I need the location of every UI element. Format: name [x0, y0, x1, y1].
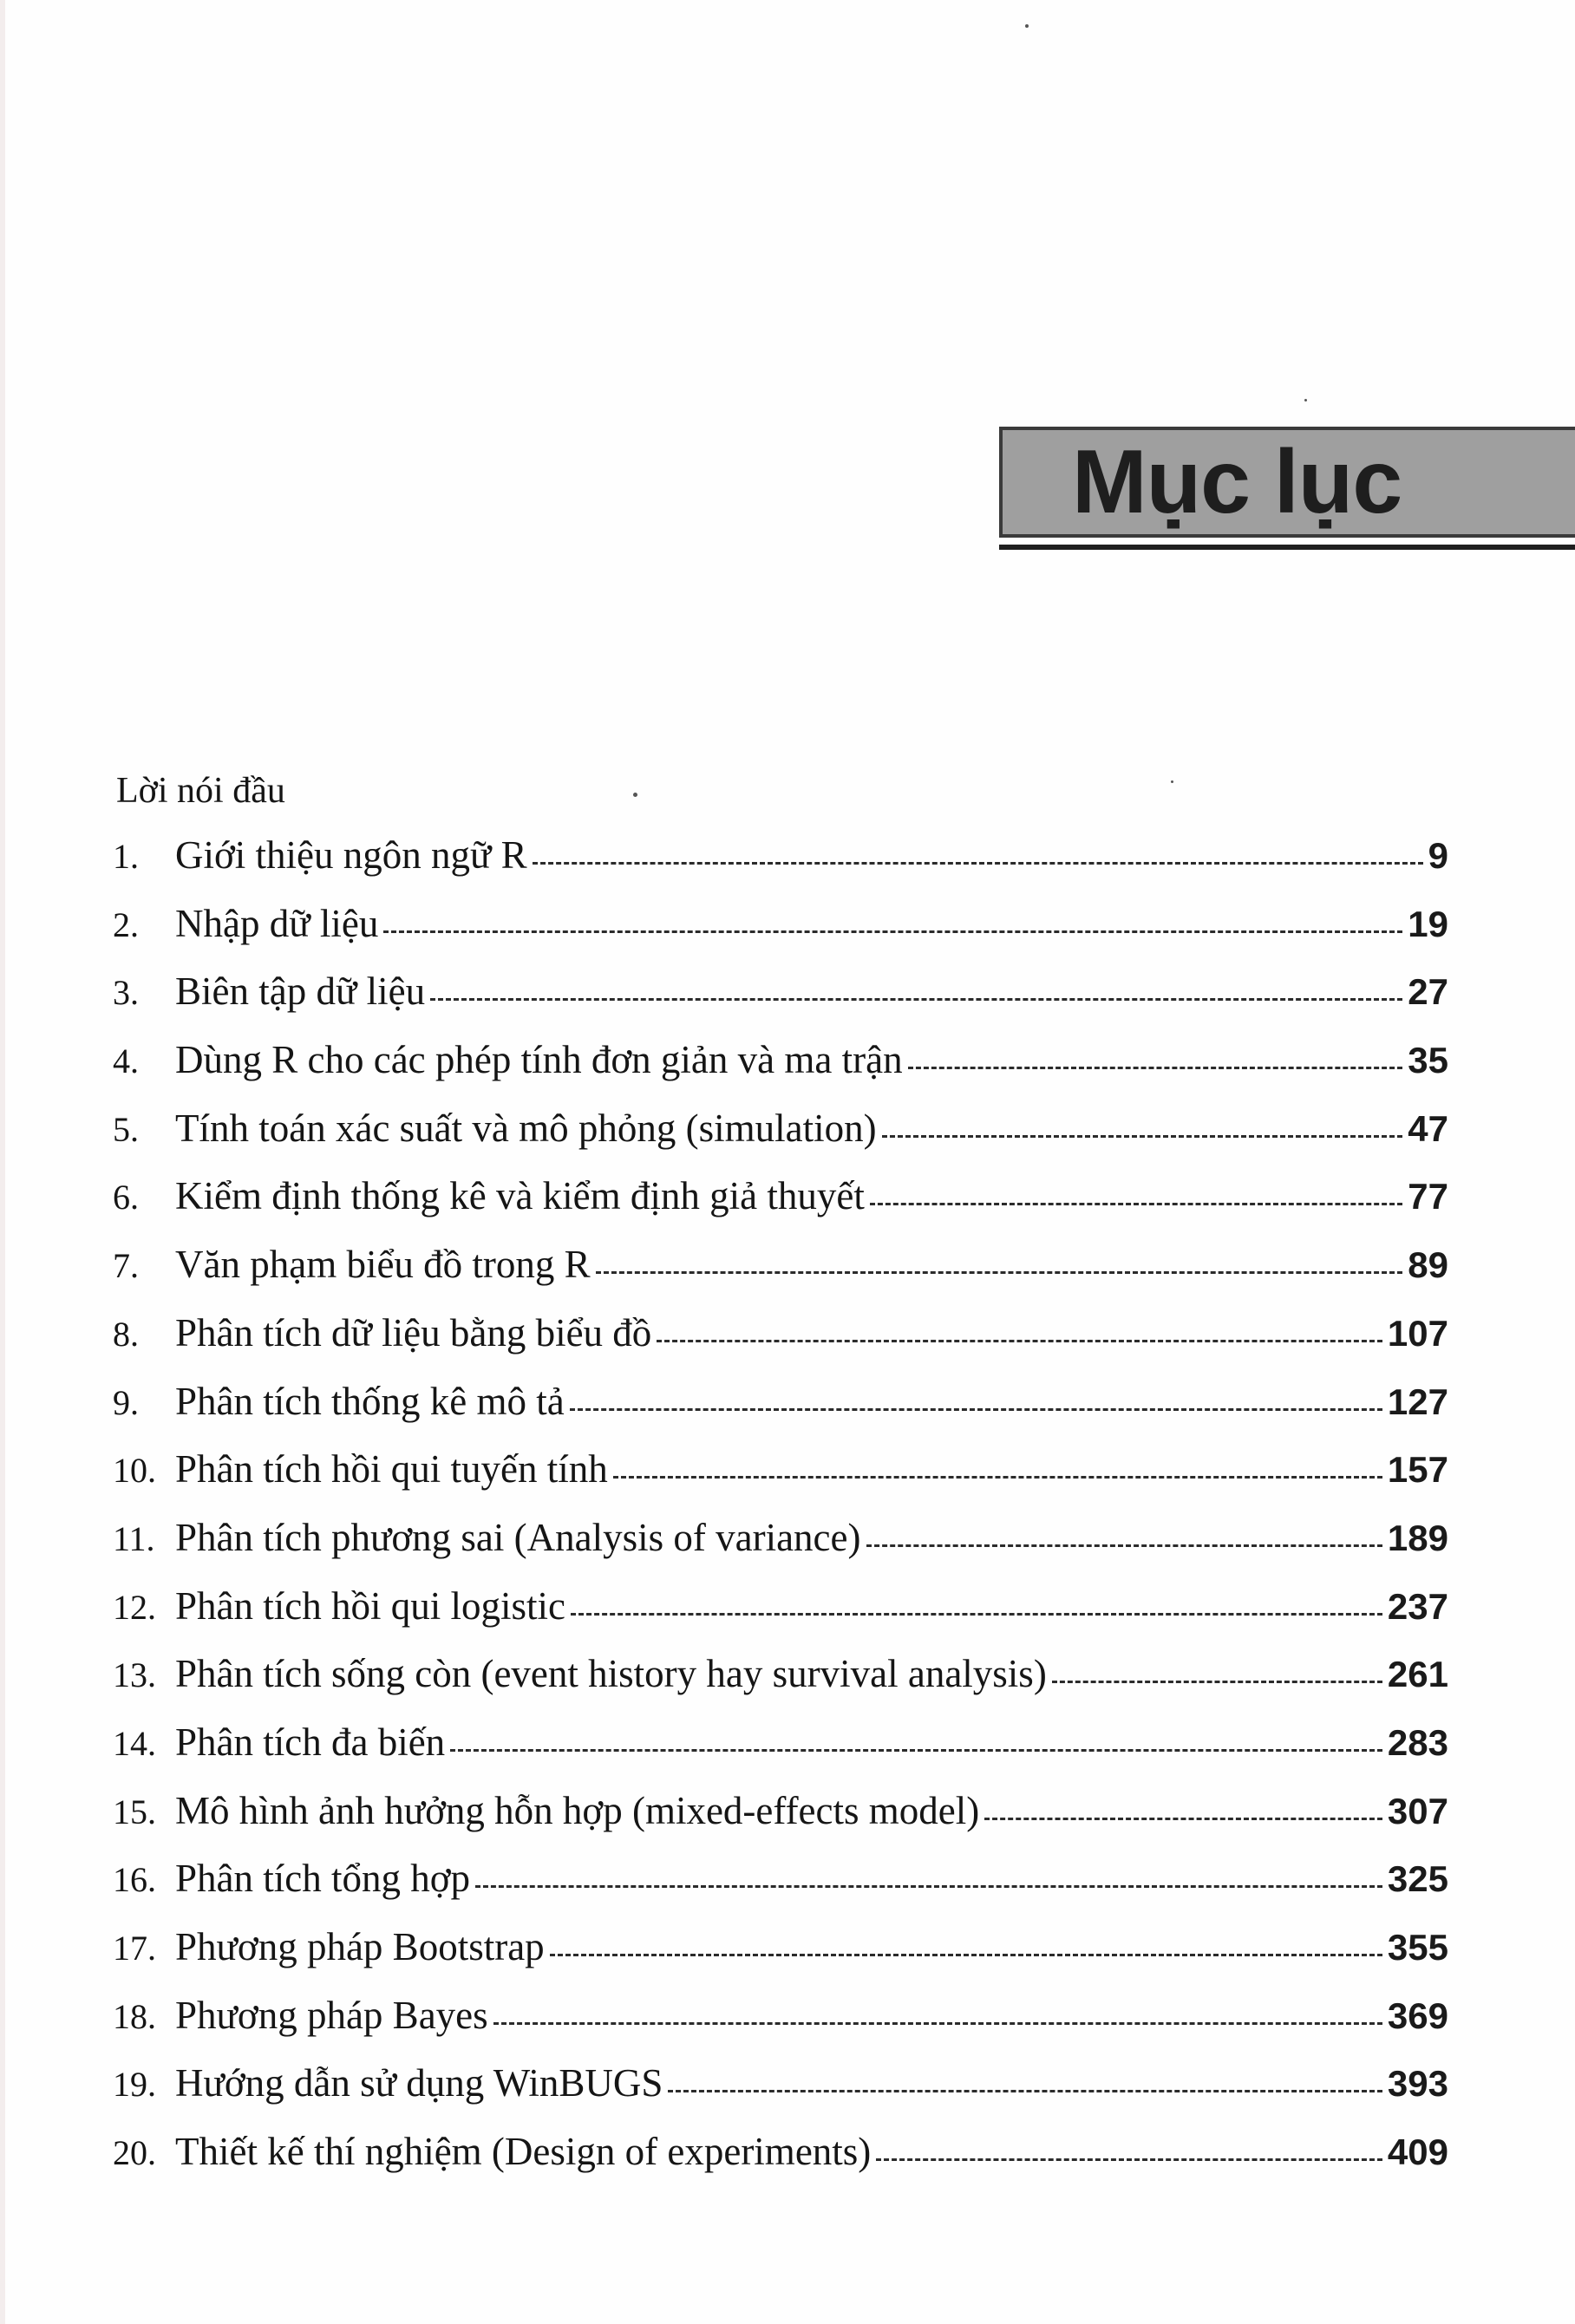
toc-entry	[113, 969, 1448, 1037]
toc-entry-number: 6.	[113, 1178, 139, 1217]
toc-dot-leader	[450, 1749, 1382, 1752]
toc-entry	[113, 1379, 1448, 1447]
toc-entry-number: 20.	[113, 2133, 156, 2173]
toc-entry-title: Văn phạm biểu đồ trong R	[175, 1243, 591, 1287]
toc-entry-title: Hướng dẫn sử dụng WinBUGS	[175, 2061, 663, 2105]
toc-entry-page: 261	[1387, 1654, 1448, 1695]
toc-entry-number: 7.	[113, 1246, 139, 1286]
toc-dot-leader	[613, 1476, 1382, 1479]
toc-entry-page: 27	[1408, 971, 1448, 1013]
toc-entry-title: Phương pháp Bootstrap	[175, 1925, 545, 1968]
toc-entry-page: 47	[1408, 1107, 1448, 1149]
toc-entry-title: Nhập dữ liệu	[175, 901, 379, 945]
dust-speck	[1171, 780, 1173, 783]
toc-entry	[113, 1173, 1448, 1242]
toc-entry-title: Kiểm định thống kê và kiểm định giả thuyết	[175, 1174, 865, 1218]
toc-dot-leader	[533, 862, 1423, 865]
toc-entry	[113, 1856, 1448, 1924]
toc-entry-title: Phân tích phương sai (Analysis of variance)	[175, 1515, 861, 1559]
dust-speck	[1304, 399, 1307, 401]
toc-dot-leader	[866, 1544, 1382, 1547]
toc-entry-number: 18.	[113, 1996, 156, 2036]
toc-entry-number: 5.	[113, 1109, 139, 1149]
toc-entry-number: 13.	[113, 1655, 156, 1695]
toc-entry	[113, 1788, 1448, 1857]
toc-entry-number: 1.	[113, 837, 139, 876]
toc-entry-title: Thiết kế thí nghiệm (Design of experiments)	[175, 2130, 872, 2174]
toc-entry-page: 35	[1408, 1040, 1448, 1081]
toc-entry-title: Dùng R cho các phép tính đơn giản và ma trận	[175, 1038, 903, 1082]
toc-entry-number: 16.	[113, 1860, 156, 1900]
toc-entry-title: Phân tích tổng hợp	[175, 1857, 471, 1901]
page-title: Mục lục	[1072, 432, 1402, 532]
toc-entry	[113, 832, 1448, 901]
toc-entry-number: 14.	[113, 1723, 156, 1763]
toc-dot-leader	[596, 1271, 1403, 1274]
toc-dot-leader	[570, 1408, 1382, 1411]
toc-entry-page: 89	[1408, 1244, 1448, 1286]
toc-dot-leader	[984, 1818, 1382, 1820]
toc-entry-number: 2.	[113, 904, 139, 944]
toc-entry	[113, 1037, 1448, 1106]
toc-entry-number: 12.	[113, 1587, 156, 1627]
toc-entry	[113, 1446, 1448, 1515]
toc-entry-title: Phân tích đa biến	[175, 1720, 446, 1764]
toc-entry-number: 8.	[113, 1314, 139, 1354]
toc-entry-title: Phân tích thống kê mô tả	[175, 1379, 565, 1423]
toc-entry-page: 77	[1408, 1176, 1448, 1217]
toc-entry	[113, 1993, 1448, 2061]
toc-entry-title: Phân tích hồi qui tuyến tính	[175, 1447, 608, 1492]
toc-dot-leader	[550, 1954, 1382, 1956]
page-edge	[0, 0, 5, 2324]
toc-entry-number: 19.	[113, 2065, 156, 2105]
toc-entry-title: Mô hình ảnh hưởng hỗn hợp (mixed-effects model)	[175, 1788, 980, 1832]
toc-entry-number: 15.	[113, 1792, 156, 1831]
toc-entry	[113, 1720, 1448, 1788]
toc-entry-page: 409	[1387, 2131, 1448, 2173]
toc-dot-leader	[870, 1203, 1402, 1205]
toc-dot-leader	[475, 1885, 1382, 1888]
toc-entry	[113, 2129, 1448, 2197]
toc-entry-page: 393	[1387, 2063, 1448, 2105]
toc-dot-leader	[882, 1135, 1403, 1138]
toc-entry-number: 3.	[113, 973, 139, 1013]
toc-entry-title: Tính toán xác suất và mô phỏng (simulation)	[175, 1106, 877, 1150]
toc-entry-title: Biên tập dữ liệu	[175, 969, 426, 1014]
toc-entry-page: 9	[1428, 835, 1448, 876]
toc-entry	[113, 1310, 1448, 1379]
toc-dot-leader	[1052, 1681, 1382, 1683]
toc-entry-page: 369	[1387, 1994, 1448, 2036]
toc-entry	[113, 1583, 1448, 1652]
toc-entry	[113, 1924, 1448, 1993]
toc-entry-page: 325	[1387, 1858, 1448, 1900]
toc-entry-page: 283	[1387, 1721, 1448, 1763]
toc-entry-title: Phân tích hồi qui logistic	[175, 1583, 565, 1628]
toc-dot-leader	[657, 1340, 1382, 1342]
toc-dot-leader	[571, 1613, 1382, 1616]
toc-entry-page: 157	[1387, 1449, 1448, 1491]
toc-entry	[113, 1651, 1448, 1720]
toc-entry	[113, 1242, 1448, 1310]
toc-entry-page: 127	[1387, 1381, 1448, 1422]
toc-entry	[113, 1106, 1448, 1174]
toc-entry-number: 9.	[113, 1382, 139, 1422]
toc-entry-page: 237	[1387, 1585, 1448, 1627]
toc-entry-page: 355	[1387, 1927, 1448, 1968]
toc-entry-number: 11.	[113, 1518, 155, 1558]
toc-dot-leader	[876, 2158, 1382, 2161]
toc-entry-page: 107	[1387, 1312, 1448, 1354]
toc-dot-leader	[493, 2022, 1382, 2025]
dust-speck	[633, 793, 637, 797]
toc-entry-title: Giới thiệu ngôn ngữ R	[175, 833, 527, 877]
toc-entry	[113, 2060, 1448, 2129]
toc-preface: Lời nói đầu	[116, 771, 285, 811]
toc-entry	[113, 901, 1448, 969]
toc-dot-leader	[430, 998, 1402, 1001]
toc-entry-title: Phân tích sống còn (event history hay survival analysis)	[175, 1652, 1047, 1696]
toc-entry-number: 4.	[113, 1041, 139, 1081]
toc-entry-page: 307	[1387, 1790, 1448, 1831]
toc-dot-leader	[668, 2090, 1382, 2092]
toc-entry-number: 17.	[113, 1929, 156, 1968]
dust-speck	[1025, 24, 1029, 28]
table-of-contents	[113, 832, 1448, 2197]
toc-entry-page: 19	[1408, 903, 1448, 944]
toc-entry	[113, 1515, 1448, 1583]
toc-entry-number: 10.	[113, 1451, 156, 1491]
toc-dot-leader	[383, 930, 1402, 933]
title-banner	[999, 427, 1575, 538]
title-underline	[999, 545, 1575, 550]
toc-entry-title: Phân tích dữ liệu bằng biểu đồ	[175, 1310, 652, 1355]
toc-dot-leader	[908, 1067, 1403, 1069]
toc-entry-title: Phương pháp Bayes	[175, 1993, 488, 2037]
toc-entry-page: 189	[1387, 1517, 1448, 1558]
